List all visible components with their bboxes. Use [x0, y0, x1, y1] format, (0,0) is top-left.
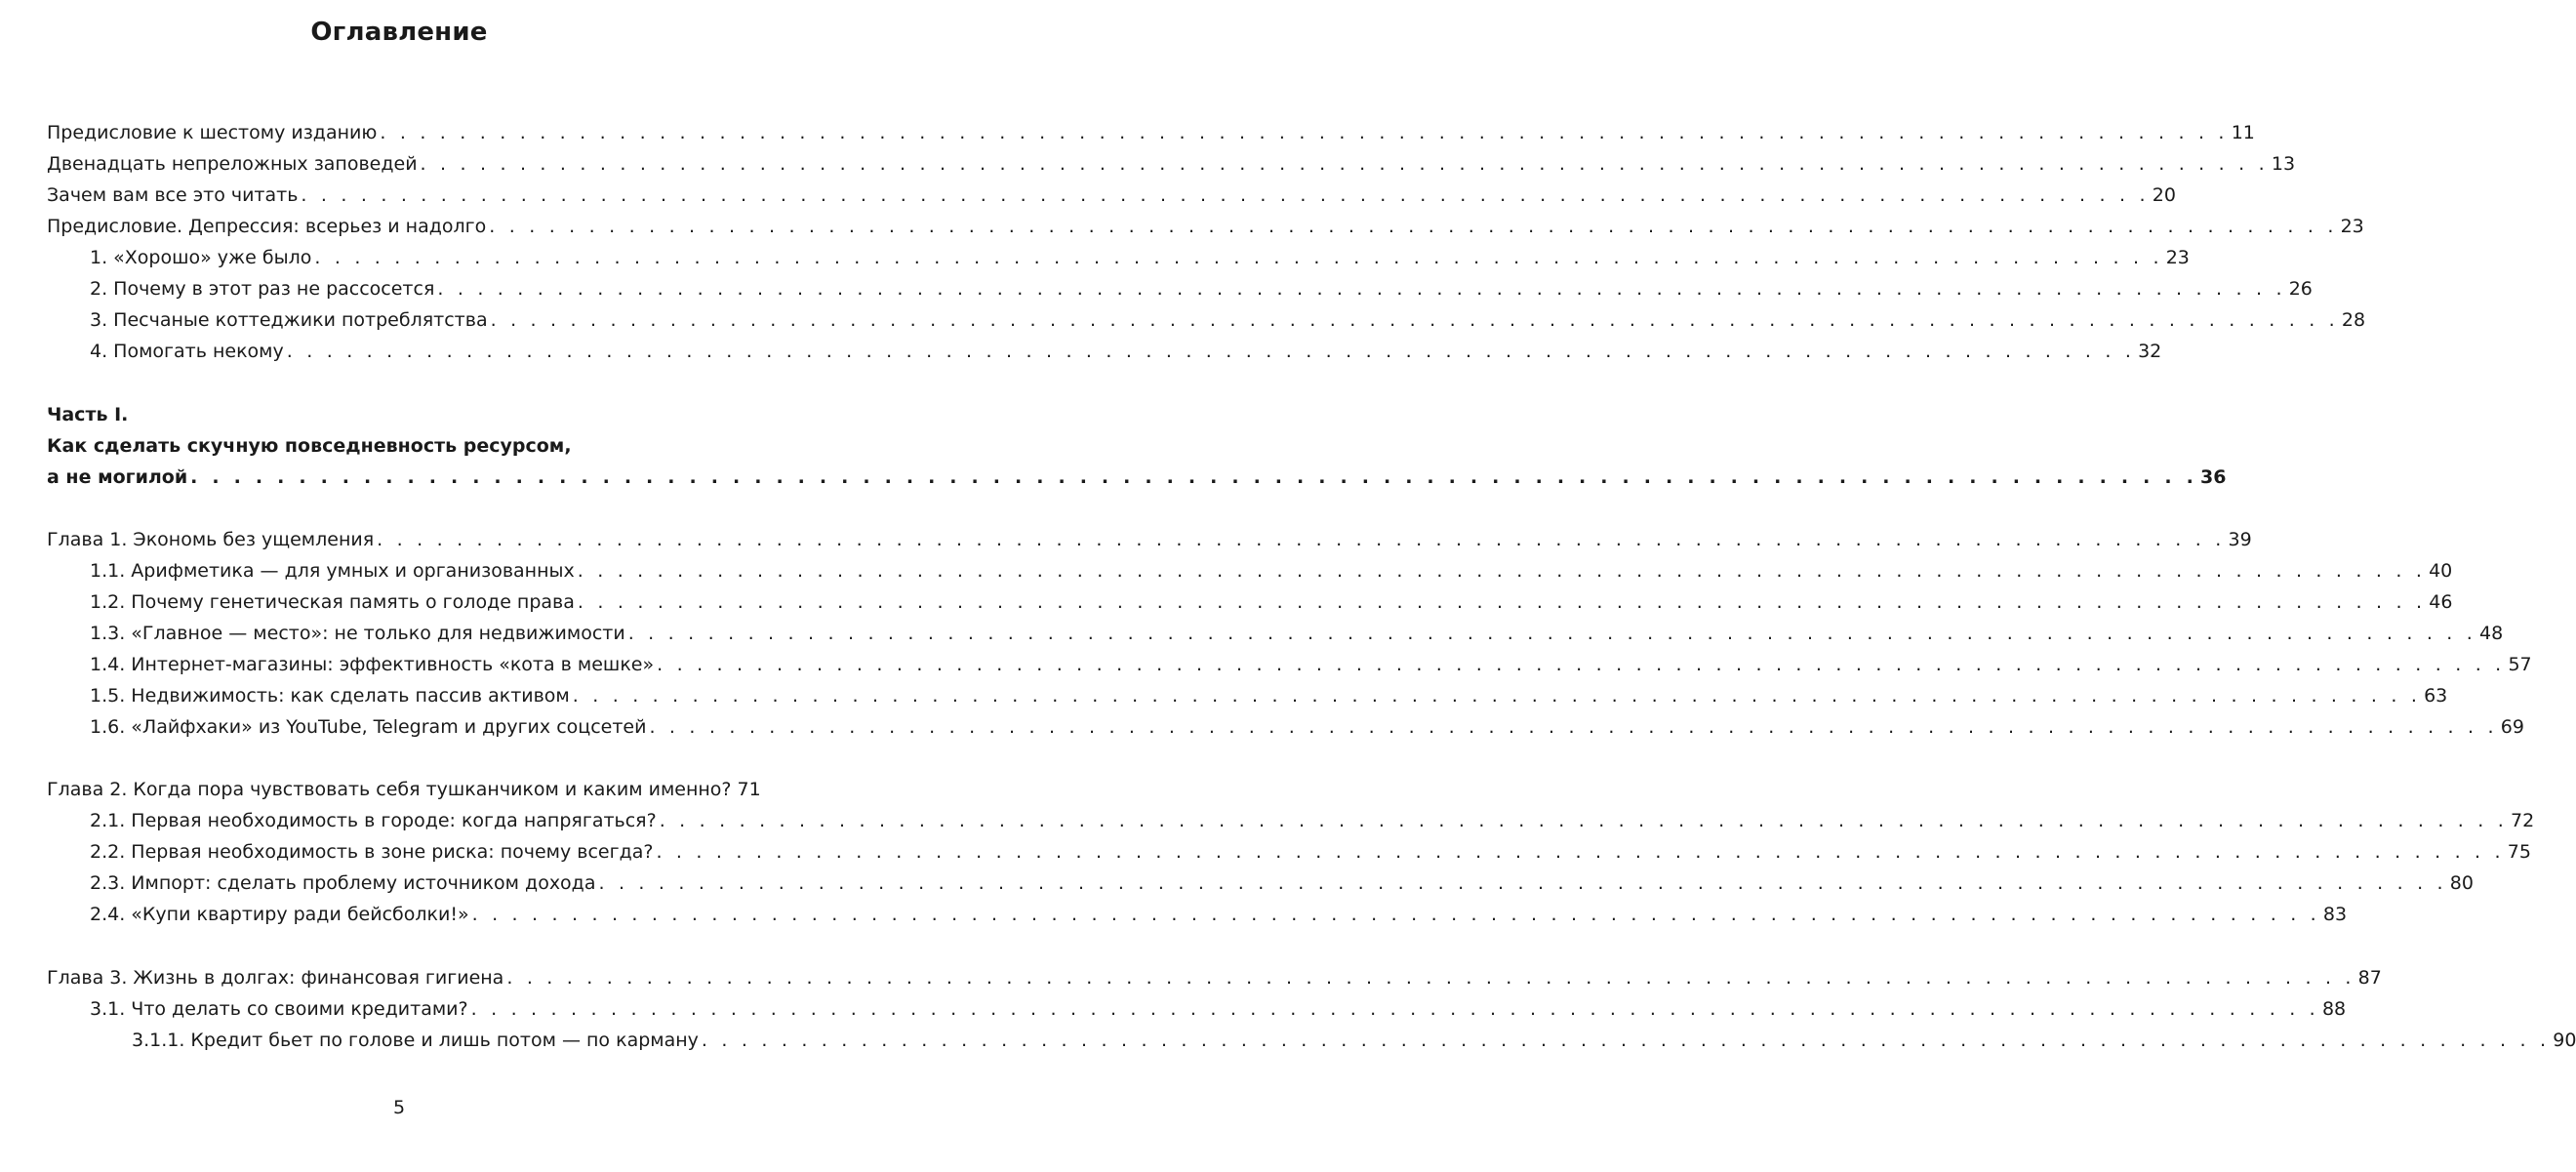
entry-title: 1.6. «Лайфхаки» из YouTube, Telegram и других соцсетей	[90, 716, 647, 738]
entry-page-number: 87	[2357, 967, 2382, 989]
dot-leader: . . . . . . . . . . . . . . . . . . . . . . . . . . . . . . . . . . . . . . . . . . . . . . . . . . . . . . . . . . . . . . . . . . . . . . . . . . . . . . . . . . . . . . . . . . . . .	[314, 247, 2163, 268]
entry-title: Предисловие к шестому изданию	[47, 122, 378, 143]
entry-title: Глава 2. Когда пора чувствовать себя тушканчиком и каким именно?	[47, 779, 732, 800]
toc-entry[interactable]	[90, 899, 2348, 930]
toc-entry-part[interactable]	[47, 462, 2227, 493]
entry-page-number: 83	[2322, 904, 2348, 925]
entry-page-number: 72	[2511, 810, 2535, 831]
dot-leader: . . . . . . . . . . . . . . . . . . . . . . . . . . . . . . . . . . . . . . . . . . . . . . . . . . . . . . . . . . . . . . . . . . . . . . . . . . . . . . . . . . . . . . . . . . . . .	[286, 341, 2136, 362]
entry-title: 2.4. «Купи квартиру ради бейсболки!»	[90, 904, 469, 925]
entry-title: 3.1. Что делать со своими кредитами?	[90, 998, 468, 1020]
entry-page-number: 88	[2321, 998, 2347, 1020]
dot-leader: . . . . . . . . . . . . . . . . . . . . . . . . . . . . . . . . . . . . . . . . . . . . . . . . . . . . . . . . . . . . . . . . . . . . . . . . . . . . . . . . . . . . . . . . . . . . .	[380, 122, 2229, 143]
toc-entry[interactable]	[90, 805, 2535, 836]
entry-title: 2. Почему в этот раз не рассосется	[90, 278, 435, 300]
entry-title: 2.3. Импорт: сделать проблему источником дохода	[90, 872, 596, 894]
entry-title: 4. Помогать некому	[90, 341, 284, 362]
toc-entry[interactable]	[90, 649, 2532, 680]
entry-page-number: 39	[2228, 529, 2252, 550]
entry-page-number: 11	[2231, 122, 2255, 143]
dot-leader: . . . . . . . . . . . . . . . . . . . . . . . . . . . . . . . . . . . . . . . . . . . . . . . . . . . . . . . . . . . . . . . . . . . . . . . . . . . . . . . . . . . . . . . . . . . . .	[471, 904, 2320, 925]
entry-page-number: 23	[2165, 247, 2190, 268]
dot-leader: . . . . . . . . . . . . . . . . . . . . . . . . . . . . . . . . . . . . . . . . . . . . . . . . . . . . . . . . . . . . . . . . . . . . . . . . . . . . . . . . . . . . . . . . . . . . .	[437, 278, 2286, 300]
entry-title: Зачем вам все это читать	[47, 184, 299, 206]
entry-title: 1. «Хорошо» уже было	[90, 247, 312, 268]
entry-title: Предисловие. Депрессия: всерьез и надолго	[47, 216, 487, 237]
entry-page-number: 26	[2288, 278, 2313, 300]
toc-entry[interactable]	[47, 774, 761, 805]
dot-leader: . . . . . . . . . . . . . . . . . . . . . . . . . . . . . . . . . . . . . . . . . . . . . . . . . . . . . . . . . . . . . . . . . . . . . . . . . . . . . . . . . . . . . . . . . . . . .	[420, 153, 2269, 175]
dot-leader: . . . . . . . . . . . . . . . . . . . . . . . . . . . . . . . . . . . . . . . . . . . . . . . . . . . . . . . . . . . . . . . . . . . . . . . . . . . . . . . . . . . . . . . . . . . . .	[649, 716, 2498, 738]
page-title: Оглавление	[310, 18, 488, 47]
entry-title: 1.5. Недвижимость: как сделать пассив активом	[90, 685, 570, 707]
toc-entry[interactable]	[47, 180, 2176, 211]
entry-page-number: 57	[2508, 654, 2532, 675]
entry-title: 1.3. «Главное — место»: не только для недвижимости	[90, 623, 625, 644]
entry-title: Двенадцать непреложных заповедей	[47, 153, 418, 175]
toc-entry[interactable]	[90, 680, 2448, 711]
entry-title: Глава 3. Жизнь в долгах: финансовая гигиена	[47, 967, 504, 989]
toc-entry[interactable]	[47, 148, 2296, 180]
toc-entry[interactable]	[47, 117, 2255, 148]
entry-page-number: 71	[737, 779, 761, 800]
entry-title: Глава 1. Экономь без ущемления	[47, 529, 375, 550]
dot-leader: . . . . . . . . . . . . . . . . . . . . . . . . . . . . . . . . . . . . . . . . . . . . . . . . . . . . . . . . . . . . . . . . . . . . . . . . . . . . . . . . . . . . . . . . . . . . .	[470, 998, 2319, 1020]
entry-page-number: 46	[2429, 591, 2453, 613]
entry-page-number: 80	[2449, 872, 2474, 894]
entry-title: 2.2. Первая необходимость в зоне риска: почему всегда?	[90, 841, 654, 863]
toc-entry[interactable]	[90, 993, 2347, 1025]
entry-page-number: 28	[2341, 309, 2366, 331]
part-heading-number: Часть I.	[47, 404, 129, 425]
entry-title: а не могилой	[47, 466, 188, 488]
toc-entry[interactable]	[132, 1025, 2576, 1056]
toc-entry[interactable]	[90, 336, 2162, 367]
dot-leader: . . . . . . . . . . . . . . . . . . . . . . . . . . . . . . . . . . . . . . . . . . . . . . . . . . . . . . . . . . . . . . . . . . . . . . . . . . . . . . . . . . . . . . . . . . . . .	[572, 685, 2422, 707]
entry-title: 1.2. Почему генетическая память о голоде права	[90, 591, 575, 613]
entry-title: 1.4. Интернет-магазины: эффективность «кота в мешке»	[90, 654, 655, 675]
toc-entry[interactable]	[47, 962, 2382, 993]
toc-entry[interactable]	[90, 711, 2524, 743]
entry-page-number: 48	[2479, 623, 2504, 644]
dot-leader: . . . . . . . . . . . . . . . . . . . . . . . . . . . . . . . . . . . . . . . . . . . . . . . . . . . . . . . . . . . . . . . . . . . . . . . . . . . . . . . . . . . . . . . . . . . . .	[598, 872, 2447, 894]
footer-page-number: 5	[392, 1097, 406, 1118]
entry-title: 1.1. Арифметика — для умных и организованных	[90, 560, 575, 582]
dot-leader: . . . . . . . . . . . . . . . . . . . . . . . . . . . . . . . . . . . . . . . . . . . . . . . . . . . . . . . . . . . . . . . . . . . . . . . . . . . . . . . . . . . . . . . . . . . . .	[577, 560, 2427, 582]
entry-page-number: 69	[2500, 716, 2524, 738]
dot-leader: . . . . . . . . . . . . . . . . . . . . . . . . . . . . . . . . . . . . . . . . . . . . . . . . . . . . . . . . . . . . . . . . . . . . . . . . . . . . . . . . . . . . . . . . . . . . .	[627, 623, 2477, 644]
toc-entry[interactable]	[90, 618, 2504, 649]
entry-page-number: 36	[2199, 466, 2227, 488]
entry-page-number: 90	[2553, 1030, 2576, 1051]
dot-leader: . . . . . . . . . . . . . . . . . . . . . . . . . . . . . . . . . . . . . . . . . . . . . . . . . . . . . . . . . . . . . . . . . . . . . . . . . . . . . . . . . . . . . . . . . . . . .	[659, 810, 2509, 831]
toc-entry[interactable]	[90, 242, 2190, 273]
entry-title: 3. Песчаные коттеджики потреблятства	[90, 309, 488, 331]
entry-page-number: 23	[2340, 216, 2364, 237]
dot-leader: . . . . . . . . . . . . . . . . . . . . . . . . . . . . . . . . . . . . . . . . . . . . . . . . . . . . . . . . . . . . . . . . . . . . . . . . . . . . . . . . . . . . . . . . . . . . .	[506, 967, 2355, 989]
dot-leader: . . . . . . . . . . . . . . . . . . . . . . . . . . . . . . . . . . . . . . . . . . . . . . . . . . . . . . . . . . . . . . . . . . . . . . . . . . . . . . . . . . . . . . . . . . . . .	[490, 309, 2339, 331]
part-heading-title: Как сделать скучную повседневность ресурсом,	[47, 435, 572, 457]
toc-entry[interactable]	[90, 868, 2474, 899]
entry-page-number: 13	[2271, 153, 2296, 175]
dot-leader: . . . . . . . . . . . . . . . . . . . . . . . . . . . . . . . . . . . . . . . . . . . . . . . . . . . . . . . . . . . . . . . . . . . . . . . . . . . . . . . . . . . . . . . . . . . . .	[656, 841, 2505, 863]
dot-leader: . . . . . . . . . . . . . . . . . . . . . . . . . . . . . . . . . . . . . . . . . . . . . . . . . . . . . . . . . . . . . . . . . . . . . . . . . . . . . . . . . . . . . . . . . . . . .	[489, 216, 2338, 237]
entry-page-number: 32	[2138, 341, 2162, 362]
toc-entry[interactable]	[47, 524, 2252, 555]
toc-entry[interactable]	[90, 586, 2453, 618]
entry-page-number: 40	[2429, 560, 2453, 582]
dot-leader: . . . . . . . . . . . . . . . . . . . . . . . . . . . . . . . . . . . . . . . . . . . . . . . . . . . . . . . . . . . . . . . . . . . . . . . . . . . . . . . . . . . . . . . . . . . . .	[577, 591, 2427, 613]
entry-title: 3.1.1. Кредит бьет по голове и лишь потом — по карману	[132, 1030, 699, 1051]
dot-leader: . . . . . . . . . . . . . . . . . . . . . . . . . . . . . . . . . . . . . . . . . . . . . . . . . . . . . . . . . . . . . . . . . . . . . . . . . . . . . . . . . . . . . . . . . . . . .	[377, 529, 2226, 550]
dot-leader: . . . . . . . . . . . . . . . . . . . . . . . . . . . . . . . . . . . . . . . . . . . . . . . . . . . . . . . . . . . . . . . . . . . . . . . . . . . . . . . . . . . . . . . . . . . . .	[190, 466, 2197, 488]
dot-leader: . . . . . . . . . . . . . . . . . . . . . . . . . . . . . . . . . . . . . . . . . . . . . . . . . . . . . . . . . . . . . . . . . . . . . . . . . . . . . . . . . . . . . . . . . . . . .	[301, 184, 2150, 206]
toc-entry[interactable]	[47, 211, 2364, 242]
entry-page-number: 75	[2507, 841, 2531, 863]
dot-leader: . . . . . . . . . . . . . . . . . . . . . . . . . . . . . . . . . . . . . . . . . . . . . . . . . . . . . . . . . . . . . . . . . . . . . . . . . . . . . . . . . . . . . . . . . . . . .	[701, 1030, 2551, 1051]
dot-leader: . . . . . . . . . . . . . . . . . . . . . . . . . . . . . . . . . . . . . . . . . . . . . . . . . . . . . . . . . . . . . . . . . . . . . . . . . . . . . . . . . . . . . . . . . . . . .	[657, 654, 2506, 675]
toc-entry[interactable]	[90, 273, 2313, 304]
toc-entry[interactable]	[90, 555, 2453, 586]
toc-entry[interactable]	[90, 836, 2531, 868]
toc-entry[interactable]	[90, 304, 2366, 336]
entry-page-number: 20	[2152, 184, 2176, 206]
entry-title: 2.1. Первая необходимость в городе: когда напрягаться?	[90, 810, 657, 831]
entry-page-number: 63	[2424, 685, 2448, 707]
